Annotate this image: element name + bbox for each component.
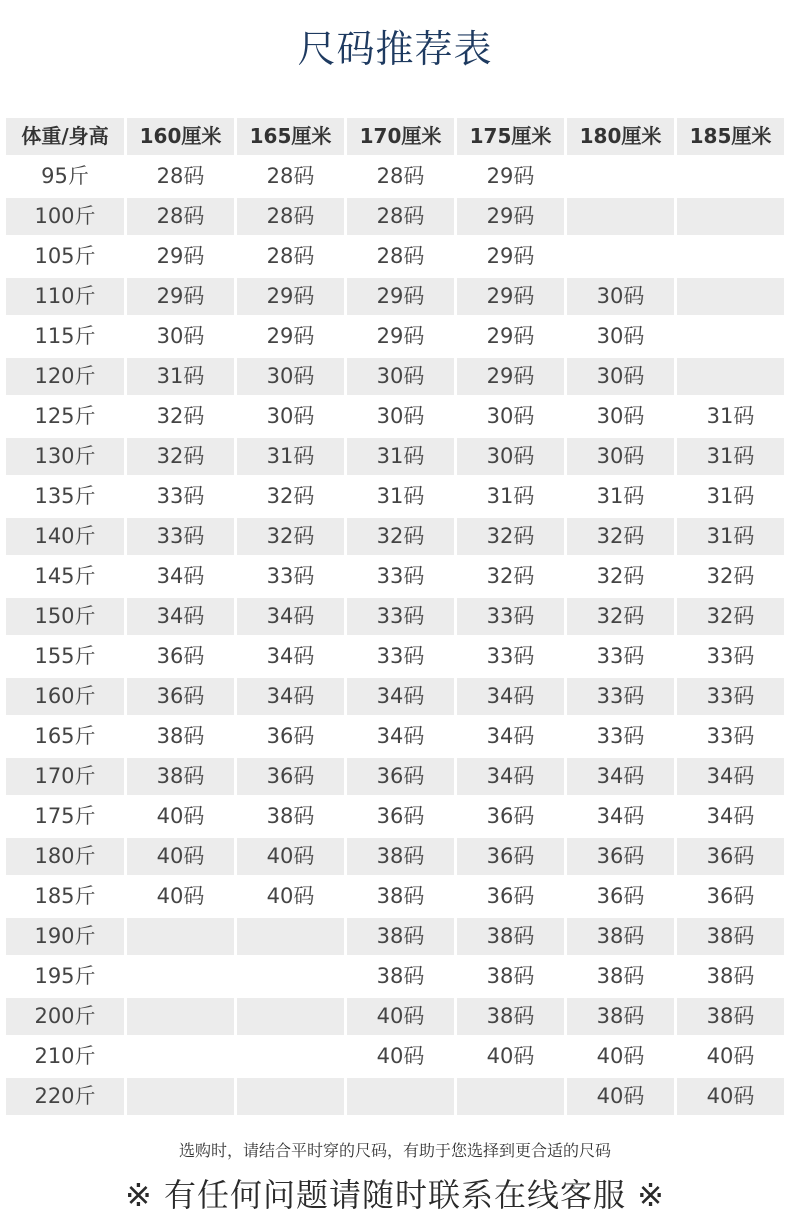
size-cell: 31码 [127, 358, 234, 395]
size-cell: 30码 [457, 438, 564, 475]
size-cell [127, 998, 234, 1035]
weight-cell: 155斤 [34, 644, 96, 668]
size-cell: 38码 [156, 724, 205, 748]
size-cell [127, 958, 234, 995]
size-cell [237, 1038, 344, 1075]
weight-cell: 115斤 [34, 324, 96, 348]
size-cell: 33码 [706, 644, 755, 668]
header-height-5: 180厘米 [567, 118, 674, 155]
header-height-2: 165厘米 [237, 118, 344, 155]
size-cell: 32码 [706, 564, 755, 588]
size-cell: 34码 [486, 724, 535, 748]
size-cell: 32码 [457, 518, 564, 555]
size-cell: 40码 [567, 1078, 674, 1115]
table-row [6, 598, 784, 638]
size-cell: 33码 [596, 724, 645, 748]
size-cell: 34码 [266, 644, 315, 668]
size-cell: 40码 [237, 838, 344, 875]
size-cell: 38码 [677, 998, 784, 1035]
size-cell: 40码 [156, 804, 205, 828]
size-cell: 28码 [266, 164, 315, 188]
header-height-1: 160厘米 [127, 118, 234, 155]
size-cell: 28码 [127, 198, 234, 235]
size-cell: 34码 [596, 804, 645, 828]
size-cell [237, 918, 344, 955]
size-cell [677, 238, 784, 275]
weight-cell: 95斤 [41, 164, 89, 188]
size-cell [127, 918, 234, 955]
table-row [6, 638, 784, 678]
table-row [6, 918, 784, 958]
weight-cell: 160斤 [6, 678, 124, 715]
size-cell: 31码 [596, 484, 645, 508]
table-row [6, 238, 784, 278]
size-cell: 38码 [567, 918, 674, 955]
table-row [6, 678, 784, 718]
size-cell: 30码 [486, 404, 535, 428]
size-cell: 33码 [457, 598, 564, 635]
size-cell: 29码 [486, 324, 535, 348]
size-cell: 33码 [376, 564, 425, 588]
table-row [6, 398, 784, 438]
weight-cell: 100斤 [6, 198, 124, 235]
table-row [6, 878, 784, 918]
weight-cell: 130斤 [6, 438, 124, 475]
table-row [6, 558, 784, 598]
size-cell: 28码 [376, 244, 425, 268]
size-cell: 38码 [677, 918, 784, 955]
size-cell: 38码 [347, 918, 454, 955]
size-cell: 34码 [376, 724, 425, 748]
weight-cell: 185斤 [34, 884, 96, 908]
table-row [6, 478, 784, 518]
size-cell [677, 278, 784, 315]
size-cell: 38码 [457, 998, 564, 1035]
size-cell: 30码 [156, 324, 205, 348]
size-cell: 32码 [567, 518, 674, 555]
size-cell: 31码 [677, 518, 784, 555]
size-cell: 29码 [266, 324, 315, 348]
size-cell: 33码 [156, 484, 205, 508]
size-cell: 38码 [376, 964, 425, 988]
header-height-4: 175厘米 [457, 118, 564, 155]
size-cell: 30码 [266, 404, 315, 428]
weight-cell: 170斤 [6, 758, 124, 795]
size-cell: 40码 [347, 998, 454, 1035]
weight-cell: 175斤 [34, 804, 96, 828]
table-row [6, 518, 784, 558]
size-cell: 36码 [376, 804, 425, 828]
table-header-row [6, 118, 784, 158]
weight-cell: 135斤 [34, 484, 96, 508]
size-cell: 33码 [127, 518, 234, 555]
size-cell: 36码 [486, 884, 535, 908]
size-cell: 33码 [376, 644, 425, 668]
size-cell: 32码 [237, 518, 344, 555]
size-cell: 34码 [567, 758, 674, 795]
size-cell: 36码 [486, 804, 535, 828]
size-cell: 33码 [567, 678, 674, 715]
size-cell: 34码 [127, 598, 234, 635]
size-cell: 38码 [567, 998, 674, 1035]
size-cell: 33码 [347, 598, 454, 635]
size-cell: 29码 [127, 278, 234, 315]
size-cell: 34码 [347, 678, 454, 715]
size-cell: 40码 [376, 1044, 425, 1068]
size-cell [677, 358, 784, 395]
size-cell: 38码 [596, 964, 645, 988]
size-cell: 31码 [706, 404, 755, 428]
size-cell: 38码 [347, 838, 454, 875]
size-cell: 30码 [376, 404, 425, 428]
weight-cell: 150斤 [6, 598, 124, 635]
table-row [6, 1078, 784, 1118]
size-cell: 34码 [706, 804, 755, 828]
size-cell: 28码 [376, 164, 425, 188]
table-row [6, 758, 784, 798]
size-cell: 29码 [486, 164, 535, 188]
size-cell: 33码 [706, 724, 755, 748]
size-cell: 28码 [266, 244, 315, 268]
table-row [6, 838, 784, 878]
size-cell: 32码 [266, 484, 315, 508]
size-cell: 36码 [567, 838, 674, 875]
size-cell: 31码 [237, 438, 344, 475]
weight-cell: 200斤 [6, 998, 124, 1035]
weight-cell: 110斤 [6, 278, 124, 315]
size-cell: 34码 [156, 564, 205, 588]
size-cell: 28码 [156, 164, 205, 188]
size-cell: 38码 [457, 918, 564, 955]
size-cell: 31码 [347, 438, 454, 475]
table-row [6, 318, 784, 358]
size-cell: 32码 [596, 564, 645, 588]
weight-cell: 120斤 [6, 358, 124, 395]
size-cell [127, 1078, 234, 1115]
size-cell [237, 1078, 344, 1115]
header-height-3: 170厘米 [347, 118, 454, 155]
size-cell: 28码 [347, 198, 454, 235]
size-cell: 36码 [706, 884, 755, 908]
weight-cell: 195斤 [34, 964, 96, 988]
table-row [6, 198, 784, 238]
weight-cell: 165斤 [34, 724, 96, 748]
header-height-6: 185厘米 [677, 118, 784, 155]
size-cell: 32码 [677, 598, 784, 635]
size-cell: 31码 [706, 484, 755, 508]
size-cell: 38码 [706, 964, 755, 988]
weight-cell: 210斤 [34, 1044, 96, 1068]
size-cell: 36码 [457, 838, 564, 875]
size-cell: 28码 [237, 198, 344, 235]
table-row [6, 998, 784, 1038]
weight-cell: 105斤 [34, 244, 96, 268]
table-row [6, 958, 784, 998]
size-cell: 31码 [376, 484, 425, 508]
size-cell: 29码 [457, 198, 564, 235]
size-cell: 30码 [567, 438, 674, 475]
size-cell: 29码 [237, 278, 344, 315]
size-cell: 40码 [596, 1044, 645, 1068]
size-cell: 30码 [347, 358, 454, 395]
size-cell: 34码 [457, 678, 564, 715]
table-row [6, 438, 784, 478]
table-row [6, 358, 784, 398]
size-cell: 30码 [567, 278, 674, 315]
size-cell: 38码 [266, 804, 315, 828]
size-cell: 40码 [266, 884, 315, 908]
table-row [6, 718, 784, 758]
size-cell: 36码 [677, 838, 784, 875]
size-cell [127, 1038, 234, 1075]
size-cell: 32码 [486, 564, 535, 588]
size-cell: 32码 [567, 598, 674, 635]
size-cell: 38码 [486, 964, 535, 988]
size-cell: 40码 [156, 884, 205, 908]
size-cell [347, 1078, 454, 1115]
size-cell: 33码 [486, 644, 535, 668]
size-cell: 36码 [596, 884, 645, 908]
size-cell: 29码 [457, 278, 564, 315]
table-row [6, 278, 784, 318]
size-cell: 33码 [266, 564, 315, 588]
size-cell: 36码 [347, 758, 454, 795]
size-cell: 40码 [127, 838, 234, 875]
size-cell [677, 318, 784, 355]
weight-cell: 190斤 [6, 918, 124, 955]
weight-cell: 140斤 [6, 518, 124, 555]
size-cell: 36码 [156, 644, 205, 668]
table-row [6, 1038, 784, 1078]
size-cell: 29码 [156, 244, 205, 268]
weight-cell: 125斤 [34, 404, 96, 428]
size-cell: 30码 [567, 358, 674, 395]
weight-cell: 145斤 [34, 564, 96, 588]
size-cell: 33码 [677, 678, 784, 715]
size-cell: 38码 [376, 884, 425, 908]
size-cell: 33码 [596, 644, 645, 668]
purchase-note: 选购时，请结合平时穿的尺码，有助于您选择到更合适的尺码 [178, 1141, 611, 1160]
size-cell [237, 958, 344, 995]
page-title: 尺码推荐表 [297, 27, 493, 71]
size-cell [677, 198, 784, 235]
contact-banner: ※ 有任何问题请随时联系在线客服 ※ [125, 1176, 665, 1214]
size-cell [567, 238, 674, 275]
size-cell [237, 998, 344, 1035]
size-cell: 40码 [706, 1044, 755, 1068]
size-cell: 29码 [486, 244, 535, 268]
weight-cell: 180斤 [6, 838, 124, 875]
size-cell: 29码 [457, 358, 564, 395]
size-cell: 31码 [677, 438, 784, 475]
size-cell: 29码 [347, 278, 454, 315]
size-cell: 40码 [677, 1078, 784, 1115]
size-cell: 30码 [596, 324, 645, 348]
size-cell: 38码 [127, 758, 234, 795]
size-cell: 32码 [127, 438, 234, 475]
size-cell [567, 158, 674, 195]
size-cell: 30码 [596, 404, 645, 428]
table-row [6, 798, 784, 838]
size-cell: 36码 [127, 678, 234, 715]
size-cell: 34码 [677, 758, 784, 795]
size-cell: 34码 [457, 758, 564, 795]
size-cell: 34码 [237, 598, 344, 635]
size-cell [567, 198, 674, 235]
size-cell: 34码 [237, 678, 344, 715]
size-cell: 36码 [237, 758, 344, 795]
size-cell: 32码 [156, 404, 205, 428]
size-cell: 40码 [486, 1044, 535, 1068]
size-cell: 29码 [376, 324, 425, 348]
size-cell [457, 1078, 564, 1115]
size-chart-table [6, 118, 784, 1118]
size-cell: 32码 [347, 518, 454, 555]
header-weight-height: 体重/身高 [6, 118, 124, 155]
size-cell: 31码 [486, 484, 535, 508]
size-cell: 36码 [266, 724, 315, 748]
table-row [6, 158, 784, 198]
size-cell: 30码 [237, 358, 344, 395]
weight-cell: 220斤 [6, 1078, 124, 1115]
size-cell [677, 158, 784, 195]
